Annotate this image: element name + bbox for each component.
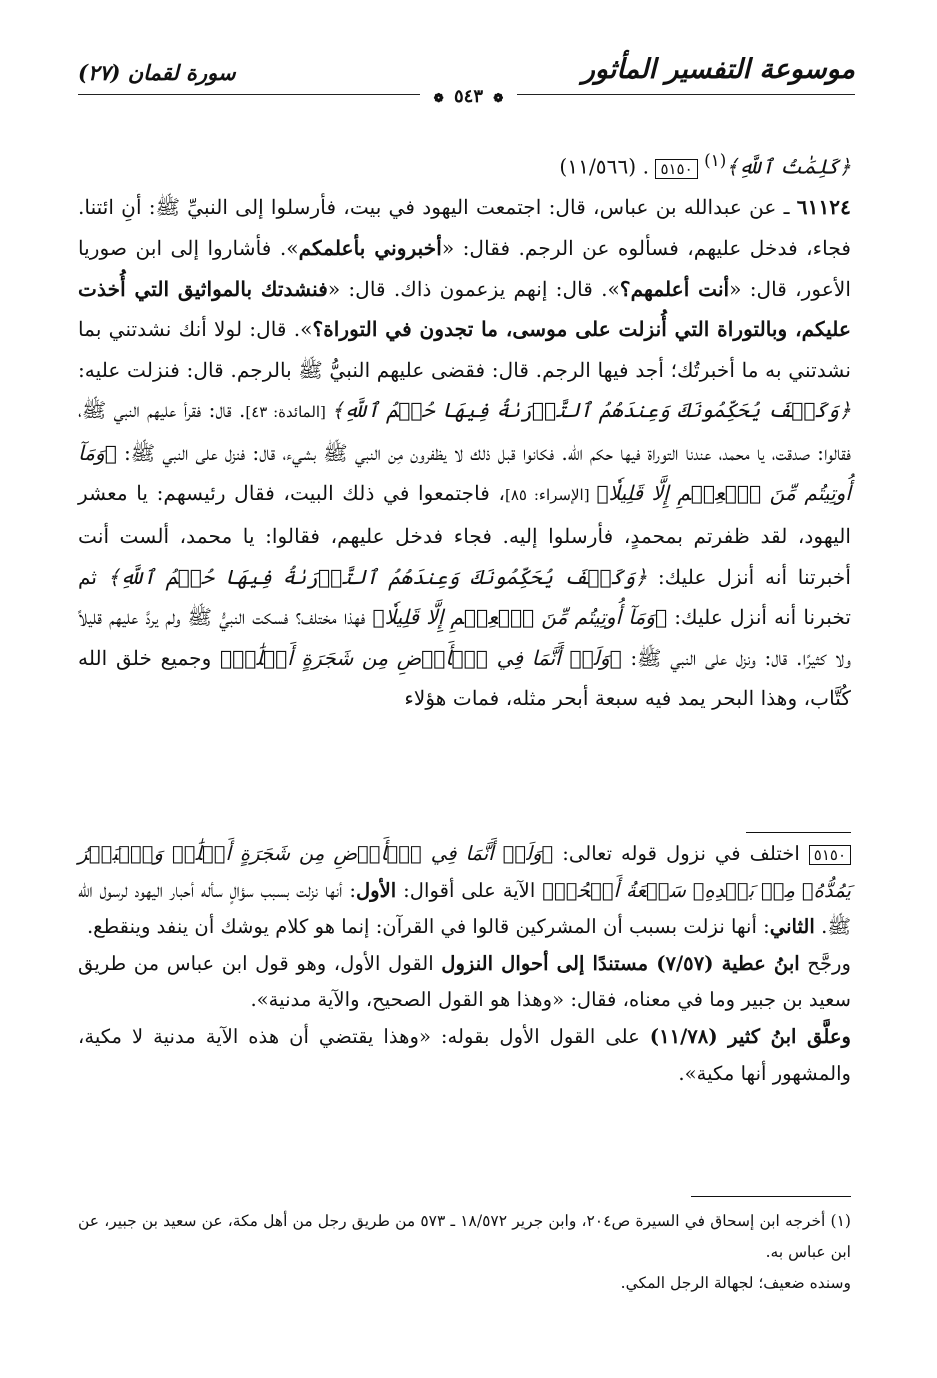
quran-verse: ﴿وَمَآ أُوتِيتُم مِّنَ ٱلۡعِلۡمِ إِلَّا قَلِيلٗا﴾ xyxy=(372,605,668,630)
verse-reference: [الإسراء: ٨٥] xyxy=(504,486,597,505)
main-text xyxy=(78,140,851,719)
footnote-line: وسنده ضعيف؛ لجهالة الرجل المكي. xyxy=(620,1274,851,1292)
hadith-text: ». قال: لولا أنك نشدتني بما نشدتني به ما أخبرتُك؛ أجد فيها الرجم. قال: فقضى عليهم النبيُّ ﷺ بالرجم. قال: فنزلت عليه: xyxy=(78,317,851,382)
quran-verse: ﴿وَكَيۡفَ يُحَكِّمُونَكَ وَعِندَهُمُ ٱلتَّوۡرَىٰةُ فِيهَا حُكۡمُ ٱللَّهِ﴾ xyxy=(107,564,648,589)
ornament-icon: ❁ xyxy=(433,91,444,105)
hadith-text: فهذا مختلف؟ فسكت النبيُّ ﷺ ولم يردَّ عليهم قليلاً ولا كثيرًا. قال: ونزل على النبي ﷺ: xyxy=(78,605,851,670)
commentary-block xyxy=(78,836,851,1092)
hadith-text: ، فاجتمعوا في ذلك البيت، فقال رئيسهم: يا معشر اليهود، لقد ظفرتم بمحمدٍ، فأرسلوا إليه. فجاء فدخل عليهم، فقالوا: يا محمد، ألست أنت أخبرتنا أنه أنزل عليك: xyxy=(78,481,851,589)
hadith-number: ٦١١٢٤ xyxy=(796,195,851,220)
commentary-text: اختلف في نزول قوله تعالى: xyxy=(553,842,809,865)
hadith-text: ـ عن عبدالله بن عباس، قال: اجتمعت اليهود في بيت، فأرسلوا إلى النبيِّ ﷺ: أنِ ائتنا. فجاء، فدخل عليهم، فسألوه عن الرجم. فقال: « xyxy=(78,195,852,260)
commentary-bold-text: الثاني xyxy=(769,915,815,939)
quran-verse: ﴿وَلَوۡ أَنَّمَا فِي ٱلۡأَرۡضِ مِن شَجَرَةٍ أَقۡلَٰمٞ﴾ xyxy=(220,645,622,670)
ornament-icon: ❁ xyxy=(493,91,504,105)
quran-verse: ﴿وَمَآ أُوتِيتُم مِّنَ ٱلۡعِلۡمِ إِلَّا قَلِيلٗا﴾ xyxy=(78,440,852,506)
hadith-bold-text: فنشدتك بالمواثيق التي أُخذت عليكم، وبالتوراة التي أُنزلت على موسى، ما تجدون في التوراة؟ xyxy=(78,276,851,342)
footnotes-block xyxy=(78,1206,851,1299)
page-number: ٥٤٣ xyxy=(453,86,483,107)
hadith-text: وجميع خلق الله كُتَّاب، وهذا البحر يمد فيه سبعة أبحر مثله، فمات هؤلاء xyxy=(78,645,851,711)
footnote-line: (١) أخرجه ابن إسحاق في السيرة ص٢٠٤، وابن جرير ١٨/٥٧٢ ـ ٥٧٣ من طريق رجل من أهل مكة، عن سعيد بن جبير، عن ابن عباس به. xyxy=(78,1212,851,1261)
commentary-text: : أنها نزلت بسبب سؤالٍ سأله أحبار اليهود لرسول الله ﷺ. xyxy=(78,878,851,939)
verse-reference: [المائدة: ٤٣] xyxy=(245,403,332,422)
commentary-text: الآية على أقوال: xyxy=(396,878,543,902)
hadith-text: ». فأشاروا إلى ابن صوريا الأعور، قال: « xyxy=(78,235,851,301)
hadith-bold-text: أنت أعلمهم؟ xyxy=(619,276,730,301)
commentary-paragraph xyxy=(78,836,851,946)
surah-title: سورة لقمان (٢٧) xyxy=(78,60,236,85)
commentary-number-box: ٥١٥٠ xyxy=(809,845,851,865)
intro-quote: ﴿كَلِمَٰتُ ٱللَّهِ﴾ xyxy=(726,154,851,179)
commentary-text: القول الأول، وهو قول ابن عباس من طريق سعيد بن جبير وما في معناه، فقال: «وهذا هو القول الصحيح، والآية مدنية». xyxy=(78,951,851,1012)
intro-line xyxy=(78,140,851,187)
hadith-text: ». قال: إنهم يزعمون ذاك. قال: « xyxy=(327,276,620,301)
commentary-bold-text: الأول xyxy=(355,878,397,902)
hadith-text: . قال: فقرأ عليهم النبي ﷺ، فقالوا: صدقت، يا محمد، عندنا التوراة فيها حكم الله. فكانوا قبل ذلك لا يظفرون مِن النبي ﷺ بشيء، قال: فنزل على النبي ﷺ: xyxy=(78,398,851,465)
commentary-separator xyxy=(746,832,851,833)
hadith-paragraph xyxy=(78,187,851,719)
footnote-separator xyxy=(691,1196,851,1197)
quran-verse: ﴿وَلَوۡ أَنَّمَا فِي ٱلۡأَرۡضِ مِن شَجَرَةٍ أَقۡلَٰمٞ وَٱلۡبَحۡرُ يَمُدُّهُۥ مِنۢ بَعۡدِهِۦ سَبۡعَةُ أَبۡحُرٖ﴾ xyxy=(78,842,851,902)
quran-verse: ﴿وَكَيۡفَ يُحَكِّمُونَكَ وَعِندَهُمُ ٱلتَّوۡرَىٰةُ فِيهَا حُكۡمُ ٱللَّهِ﴾ xyxy=(331,398,851,423)
commentary-ref-box: ٥١٥٠ xyxy=(655,159,697,179)
commentary-bold-text: ابنُ عطية (٧/٥٧) مستندًا إلى أحوال النزول xyxy=(441,951,800,975)
page-number-badge xyxy=(420,86,518,107)
source-ref: . (١١/٥٦٦) xyxy=(559,154,650,179)
hadith-text: ثم تخبرنا أنه أنزل عليك: xyxy=(78,564,851,630)
commentary-paragraph xyxy=(78,946,851,1019)
commentary-bold-text: وعلَّق ابنُ كثير (١١/٧٨) xyxy=(649,1024,851,1048)
commentary-text: : أنها نزلت بسبب أن المشركين قالوا في القرآن: إنما هو كلام يوشك أن ينفد وينقطع. xyxy=(86,915,770,939)
commentary-paragraph xyxy=(78,1019,851,1092)
footnote-mark: (١) xyxy=(704,150,727,170)
commentary-text: ورجَّح xyxy=(799,951,851,975)
book-title: موسوعة التفسير المأثور xyxy=(581,54,855,85)
commentary-text: على القول الأول بقوله: «وهذا يقتضي أن هذه الآية مدنية لا مكية، والمشهور أنها مكية». xyxy=(78,1024,851,1085)
page-number-area xyxy=(0,86,937,107)
hadith-bold-text: أخبروني بأعلمكم xyxy=(298,235,442,260)
